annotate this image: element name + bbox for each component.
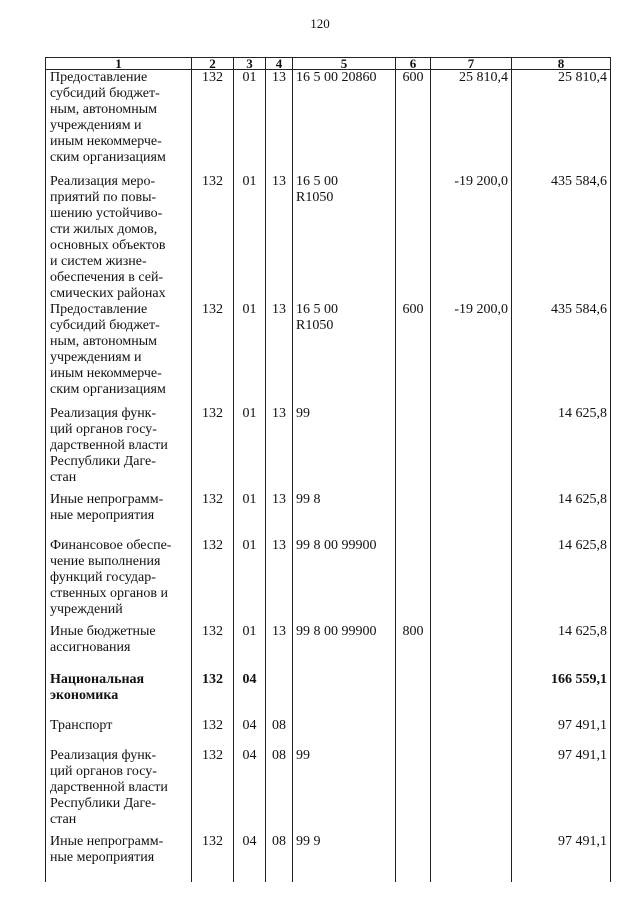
code-col-6 [396, 748, 431, 834]
code-col-5 [293, 718, 396, 748]
code-col-4-line: 08 [272, 717, 286, 733]
code-col-2-line: 132 [202, 623, 223, 639]
amount-col-8 [512, 834, 611, 874]
code-col-4-line: 13 [272, 301, 286, 317]
code-col-6 [396, 718, 431, 748]
row-name-line: Транспорт [50, 717, 113, 733]
row-name-line: Иные бюджетные [50, 623, 156, 639]
code-col-4 [266, 70, 293, 174]
filler-cell [512, 874, 611, 882]
row-name-line: стан [50, 469, 77, 485]
row-name [46, 718, 192, 748]
code-col-3 [234, 718, 266, 748]
header-col-1: 1 [46, 58, 192, 70]
header-col-4: 4 [266, 58, 293, 70]
code-col-2 [192, 70, 234, 174]
row-name-line: Республики Даге- [50, 453, 156, 469]
amount-col-8 [512, 624, 611, 672]
code-col-5 [293, 174, 396, 302]
row-name [46, 672, 192, 718]
row-name-line: дарственной власти [50, 779, 168, 795]
row-name-line: ным, автономным [50, 102, 158, 117]
row-name-line: основных объектов [50, 237, 166, 253]
code-col-3-line: 01 [242, 70, 257, 85]
code-col-5-line: 16 5 00 20860 [296, 70, 377, 85]
row-name-line: иным некоммерче- [50, 134, 162, 149]
code-col-6-line: 600 [402, 301, 424, 317]
filler-cell [431, 874, 512, 882]
row-name-line: функций государ- [50, 569, 156, 585]
amount-col-8-line: 97 491,1 [558, 833, 607, 849]
amount-col-7 [431, 70, 512, 174]
code-col-2 [192, 834, 234, 874]
table-row [46, 672, 611, 718]
code-col-4-line: 13 [272, 623, 286, 639]
code-col-5-line: 99 [296, 747, 310, 763]
code-col-3 [234, 538, 266, 624]
code-col-4-line: 13 [272, 173, 286, 189]
row-name-line: субсидий бюджет- [50, 86, 160, 101]
page-number: 120 [310, 16, 330, 31]
code-col-5-line: R1050 [296, 189, 334, 205]
row-name [46, 624, 192, 672]
table-filler-row [46, 874, 611, 882]
code-col-6 [396, 672, 431, 718]
row-name-line: ассигнования [50, 639, 131, 655]
code-col-3-line: 01 [242, 173, 257, 189]
code-col-5-line: 99 8 [296, 491, 321, 507]
code-col-3-line: 04 [242, 717, 257, 733]
amount-col-8 [512, 672, 611, 718]
table-row [46, 174, 611, 302]
table-row [46, 834, 611, 874]
table-row [46, 302, 611, 406]
row-name-line: Реализация функ- [50, 405, 157, 421]
code-col-3-line: 04 [242, 833, 257, 849]
table-row [46, 70, 611, 174]
amount-col-7 [431, 538, 512, 624]
code-col-5-line: R1050 [296, 317, 334, 333]
code-col-5 [293, 834, 396, 874]
code-col-4 [266, 538, 293, 624]
code-col-3-line: 01 [242, 301, 257, 317]
row-name-line: учреждениям и [50, 118, 142, 133]
code-col-5 [293, 624, 396, 672]
filler-cell [396, 874, 431, 882]
row-name [46, 538, 192, 624]
amount-col-8-line: 25 810,4 [558, 70, 607, 85]
row-name-line: стан [50, 811, 77, 827]
code-col-4 [266, 834, 293, 874]
row-name-line: ственных органов и [50, 585, 169, 601]
row-name-line: чение выполнения [50, 553, 161, 569]
amount-col-8 [512, 718, 611, 748]
code-col-2-line: 132 [202, 537, 223, 553]
amount-col-7 [431, 302, 512, 406]
header-row [46, 58, 611, 70]
code-col-2-line: 132 [202, 491, 223, 507]
code-col-5-line: 16 5 00 [296, 301, 338, 317]
table-row [46, 718, 611, 748]
filler-cell [192, 874, 234, 882]
amount-col-7 [431, 748, 512, 834]
code-col-2 [192, 492, 234, 538]
code-col-6 [396, 492, 431, 538]
row-name-line: Республики Даге- [50, 795, 156, 811]
filler-cell [46, 874, 192, 882]
code-col-6 [396, 624, 431, 672]
row-name [46, 302, 192, 406]
code-col-2-line: 132 [202, 717, 223, 733]
row-name [46, 406, 192, 492]
row-name-line: Иные непрограмм- [50, 833, 164, 849]
code-col-5 [293, 538, 396, 624]
code-col-2 [192, 624, 234, 672]
code-col-4 [266, 302, 293, 406]
code-col-4-line: 08 [272, 747, 286, 763]
code-col-5 [293, 748, 396, 834]
row-name-line: учреждений [50, 601, 123, 617]
row-name-line: ским организациям [50, 150, 166, 165]
row-name [46, 834, 192, 874]
code-col-2-line: 132 [202, 405, 223, 421]
row-name-line: обеспечения в сей- [50, 269, 164, 285]
amount-col-8-line: 14 625,8 [558, 537, 607, 553]
row-name-line: субсидий бюджет- [50, 317, 160, 333]
row-name-line: Предоставление [50, 70, 148, 85]
code-col-5-line: 99 [296, 405, 310, 421]
amount-col-8-line: 97 491,1 [558, 717, 607, 733]
amount-col-7 [431, 718, 512, 748]
code-col-3 [234, 174, 266, 302]
amount-col-8 [512, 492, 611, 538]
code-col-2 [192, 748, 234, 834]
header-col-6: 6 [396, 58, 431, 70]
header-col-8: 8 [512, 58, 611, 70]
row-name-line: дарственной власти [50, 437, 168, 453]
row-name-line: смических районах [50, 285, 166, 301]
amount-col-8 [512, 174, 611, 302]
amount-col-7 [431, 624, 512, 672]
code-col-3 [234, 492, 266, 538]
amount-col-7-line: 25 810,4 [459, 70, 508, 85]
code-col-4-line: 08 [272, 833, 286, 849]
row-name-line: Предоставление [50, 301, 148, 317]
code-col-3 [234, 834, 266, 874]
code-col-3 [234, 624, 266, 672]
code-col-2 [192, 302, 234, 406]
amount-col-8-line: 14 625,8 [558, 623, 607, 639]
code-col-4 [266, 492, 293, 538]
amount-col-7-line: -19 200,0 [454, 301, 508, 317]
header-col-2: 2 [192, 58, 234, 70]
amount-col-7-line: -19 200,0 [454, 173, 508, 189]
header-col-3: 3 [234, 58, 266, 70]
code-col-2-line: 132 [202, 747, 223, 763]
code-col-3 [234, 672, 266, 718]
code-col-2 [192, 406, 234, 492]
row-name [46, 70, 192, 174]
row-name-line: иным некоммерче- [50, 365, 162, 381]
code-col-5-line: 99 8 00 99900 [296, 537, 377, 553]
code-col-2-line: 132 [202, 173, 223, 189]
code-col-5-line: 99 8 00 99900 [296, 623, 377, 639]
amount-col-8-line: 435 584,6 [551, 301, 607, 317]
code-col-3-line: 01 [242, 405, 257, 421]
amount-col-8-line: 97 491,1 [558, 747, 607, 763]
code-col-6 [396, 538, 431, 624]
code-col-6 [396, 70, 431, 174]
filler-cell [293, 874, 396, 882]
row-name-line: ные мероприятия [50, 849, 155, 865]
code-col-6-line: 800 [402, 623, 424, 639]
filler-cell [266, 874, 293, 882]
code-col-5-line: 99 9 [296, 833, 321, 849]
code-col-4 [266, 174, 293, 302]
filler-cell [234, 874, 266, 882]
code-col-6 [396, 302, 431, 406]
code-col-5 [293, 406, 396, 492]
code-col-4 [266, 406, 293, 492]
code-col-5 [293, 302, 396, 406]
code-col-6 [396, 834, 431, 874]
code-col-4 [266, 748, 293, 834]
code-col-3-line: 04 [242, 747, 257, 763]
row-name-line: и систем жизне- [50, 253, 147, 269]
code-col-2-line: 132 [202, 70, 223, 85]
amount-col-7 [431, 672, 512, 718]
row-name-line: ским организациям [50, 381, 166, 397]
code-col-3-line: 04 [242, 671, 257, 687]
code-col-4 [266, 672, 293, 718]
code-col-4 [266, 624, 293, 672]
row-name-line: ным, автономным [50, 333, 158, 349]
code-col-2 [192, 672, 234, 718]
code-col-3 [234, 70, 266, 174]
amount-col-7 [431, 174, 512, 302]
code-col-4-line: 13 [272, 70, 286, 85]
table-row [46, 748, 611, 834]
amount-col-8 [512, 302, 611, 406]
table-body [46, 70, 611, 882]
header-col-7: 7 [431, 58, 512, 70]
code-col-2-line: 132 [202, 671, 223, 687]
code-col-3-line: 01 [242, 491, 257, 507]
row-name-line: ные мероприятия [50, 507, 155, 523]
header-col-5: 5 [293, 58, 396, 70]
row-name-line: Иные непрограмм- [50, 491, 164, 507]
amount-col-7 [431, 492, 512, 538]
amount-col-8 [512, 538, 611, 624]
code-col-4-line: 13 [272, 405, 286, 421]
row-name-line: Финансовое обеспе- [50, 537, 172, 553]
code-col-4-line: 13 [272, 537, 286, 553]
code-col-2-line: 132 [202, 301, 223, 317]
budget-table [45, 57, 611, 882]
table-row [46, 406, 611, 492]
code-col-4 [266, 718, 293, 748]
table-row [46, 492, 611, 538]
row-name-line: учреждениям и [50, 349, 142, 365]
row-name [46, 174, 192, 302]
code-col-4-line: 13 [272, 491, 286, 507]
code-col-3 [234, 302, 266, 406]
row-name-line: Реализация функ- [50, 747, 157, 763]
table-row [46, 538, 611, 624]
amount-col-8-line: 14 625,8 [558, 491, 607, 507]
amount-col-8 [512, 70, 611, 174]
row-name-line: сти жилых домов, [50, 221, 158, 237]
row-name-line: ций органов госу- [50, 763, 157, 779]
code-col-6 [396, 406, 431, 492]
row-name-line: Реализация меро- [50, 173, 156, 189]
code-col-3 [234, 748, 266, 834]
row-name [46, 492, 192, 538]
code-col-6-line: 600 [402, 70, 424, 85]
amount-col-7 [431, 834, 512, 874]
code-col-2 [192, 718, 234, 748]
row-name-line: шению устойчиво- [50, 205, 163, 221]
amount-col-8 [512, 406, 611, 492]
code-col-2-line: 132 [202, 833, 223, 849]
row-name-line: экономика [50, 687, 119, 703]
code-col-2 [192, 538, 234, 624]
code-col-3-line: 01 [242, 537, 257, 553]
code-col-6 [396, 174, 431, 302]
amount-col-8-line: 14 625,8 [558, 405, 607, 421]
code-col-5 [293, 672, 396, 718]
row-name-line: приятий по повы- [50, 189, 157, 205]
code-col-5 [293, 70, 396, 174]
row-name [46, 748, 192, 834]
table-row [46, 624, 611, 672]
code-col-5 [293, 492, 396, 538]
code-col-5-line: 16 5 00 [296, 173, 338, 189]
amount-col-7 [431, 406, 512, 492]
row-name-line: Национальная [50, 671, 145, 687]
amount-col-8 [512, 748, 611, 834]
amount-col-8-line: 166 559,1 [551, 671, 607, 687]
amount-col-8-line: 435 584,6 [551, 173, 607, 189]
code-col-3 [234, 406, 266, 492]
code-col-2 [192, 174, 234, 302]
row-name-line: ций органов госу- [50, 421, 157, 437]
code-col-3-line: 01 [242, 623, 257, 639]
